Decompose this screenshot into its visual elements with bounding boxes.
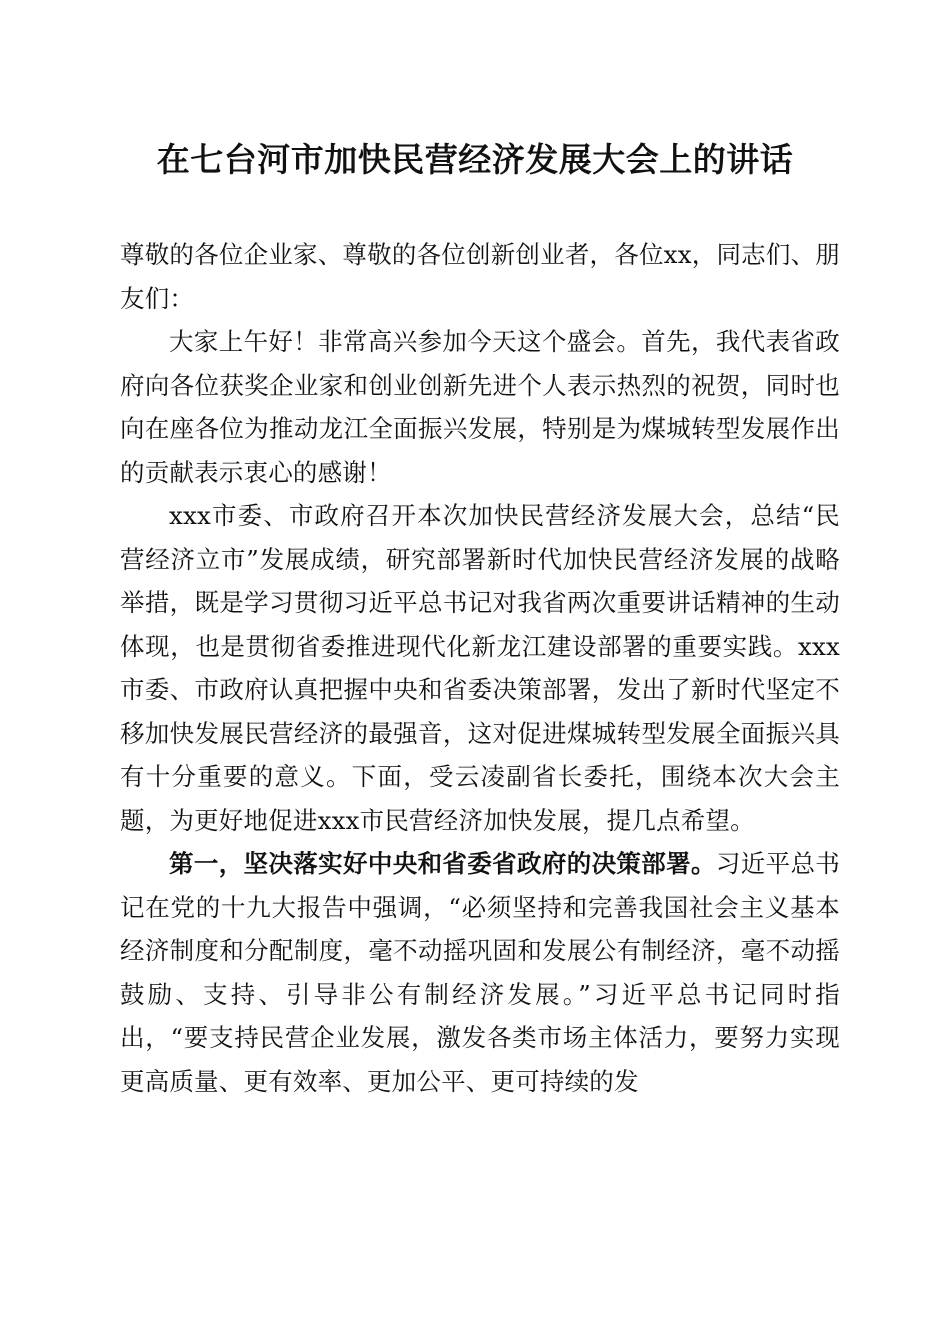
point-one-body: 习近平总书记在党的十九大报告中强调，“必须坚持和完善我国社会主义基本经济制度和分配制度，毫不动摇巩固和发展公有制经济，毫不动摇鼓励、支持、引导非公有制经济发展。”习近平总书记同时指出，“要支持民营企业发展，激发各类市场主体活力，要努力实现更高质量、更有效率、更加公平、更可持续的发: [120, 849, 841, 1096]
document-title: 在七台河市加快民营经济发展大会上的讲话: [156, 140, 794, 179]
salutation: 尊敬的各位企业家、尊敬的各位创新创业者，各位xx，同志们、朋友们：: [120, 240, 840, 313]
paragraph-point-one: [120, 842, 840, 1103]
paragraph-meeting-significance: xxx市委、市政府召开本次加快民营经济发展大会，总结“民营经济立市”发展成绩，研究部署新时代加快民营经济发展的战略举措，既是学习贯彻习近平总书记对我省两次重要讲话精神的生动体现，也是贯彻省委推进现代化新龙江建设部署的重要实践。xxx市委、市政府认真把握中央和省委决策部署，发出了新时代坚定不移加快发展民营经济的最强音，这对促进煤城转型发展全面振兴具有十分重要的意义。下面，受云凌副省长委托，围绕本次大会主题，为更好地促进xxx市民营经济加快发展，提几点希望。: [120, 501, 840, 835]
paragraph-greeting: 大家上午好！非常高兴参加今天这个盛会。首先，我代表省政府向各位获奖企业家和创业创新先进个人表示热烈的祝贺，同时也向在座各位为推动龙江全面振兴发展，特别是为煤城转型发展作出的贡献表示衷心的感谢！: [120, 327, 840, 487]
point-one-heading: 第一，坚决落实好中央和省委省政府的决策部署。: [169, 849, 716, 878]
document-body: [120, 233, 840, 1103]
